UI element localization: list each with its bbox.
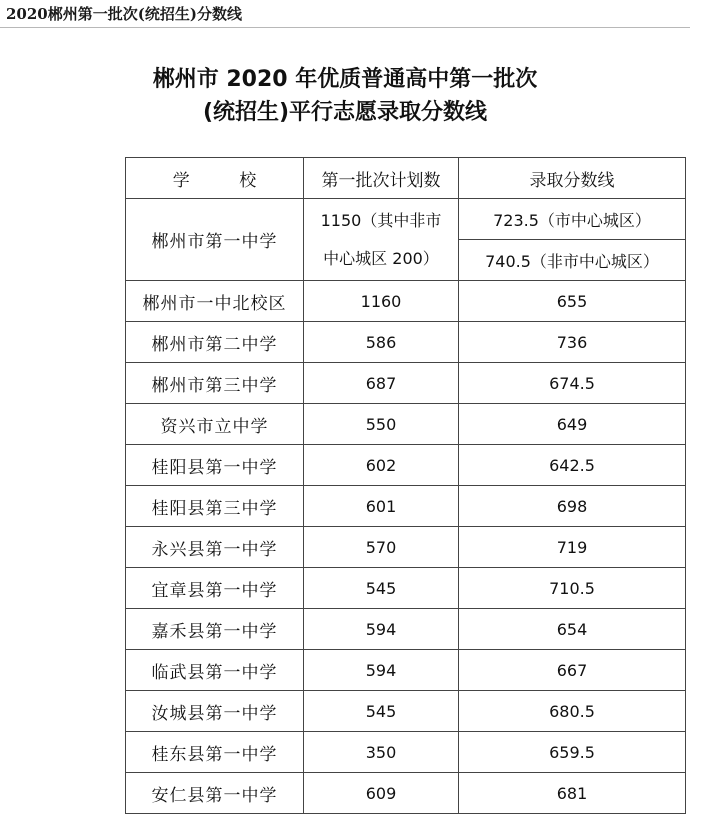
- article-title: 2020郴州第一批次(统招生)分数线: [6, 5, 242, 23]
- plan-line-1: 1150（其中非市: [320, 210, 442, 230]
- score-cell: 642.5: [459, 445, 686, 486]
- title-divider: [0, 27, 690, 28]
- document-heading-line-2: (统招生)平行志愿录取分数线: [202, 100, 488, 125]
- table-row: [126, 691, 686, 732]
- school-cell: 嘉禾县第一中学: [126, 609, 304, 650]
- plan-cell: 601: [304, 486, 459, 527]
- plan-cell: 550: [304, 404, 459, 445]
- score-cell: 659.5: [459, 732, 686, 773]
- score-cell: 719: [459, 527, 686, 568]
- plan-cell: 545: [304, 568, 459, 609]
- plan-cell: 1160: [304, 281, 459, 322]
- school-cell: 资兴市立中学: [126, 404, 304, 445]
- table-row: [126, 281, 686, 322]
- score-cell: 710.5: [459, 568, 686, 609]
- score-cell: 698: [459, 486, 686, 527]
- table-row: [126, 322, 686, 363]
- plan-cell: 545: [304, 691, 459, 732]
- school-cell: 郴州市第三中学: [126, 363, 304, 404]
- score-cell-city: 723.5（市中心城区）: [459, 199, 686, 240]
- score-cell: 649: [459, 404, 686, 445]
- plan-cell: 350: [304, 732, 459, 773]
- plan-cell: 687: [304, 363, 459, 404]
- school-cell: 宜章县第一中学: [126, 568, 304, 609]
- table-row: [126, 773, 686, 814]
- school-cell: 临武县第一中学: [126, 650, 304, 691]
- school-cell: 郴州市一中北校区: [126, 281, 304, 322]
- plan-cell: [304, 199, 459, 281]
- score-cell: 655: [459, 281, 686, 322]
- score-cell-noncity: 740.5（非市中心城区）: [459, 240, 686, 281]
- score-cell: 680.5: [459, 691, 686, 732]
- table-row: [126, 404, 686, 445]
- score-cell: 654: [459, 609, 686, 650]
- plan-cell: 609: [304, 773, 459, 814]
- table-row: [126, 445, 686, 486]
- score-cell: 667: [459, 650, 686, 691]
- school-cell: 郴州市第一中学: [126, 199, 304, 281]
- header-plan: 第一批次计划数: [304, 158, 459, 199]
- header-school: 学 校: [126, 158, 304, 199]
- plan-cell: 594: [304, 650, 459, 691]
- table-row: [126, 732, 686, 773]
- school-cell: 桂东县第一中学: [126, 732, 304, 773]
- score-cell: 674.5: [459, 363, 686, 404]
- table-row: [126, 486, 686, 527]
- plan-line-2: 中心城区 200）: [323, 248, 439, 268]
- table-row: [126, 650, 686, 691]
- plan-cell: 602: [304, 445, 459, 486]
- table-row: [126, 609, 686, 650]
- score-table: [125, 157, 686, 814]
- header-score: 录取分数线: [459, 158, 686, 199]
- table-row-first: [126, 199, 686, 240]
- table-row: [126, 363, 686, 404]
- school-cell: 永兴县第一中学: [126, 527, 304, 568]
- plan-cell: 594: [304, 609, 459, 650]
- document-heading-line-1: 郴州市 2020 年优质普通高中第一批次: [152, 67, 538, 92]
- plan-cell: 586: [304, 322, 459, 363]
- school-cell: 桂阳县第一中学: [126, 445, 304, 486]
- school-cell: 桂阳县第三中学: [126, 486, 304, 527]
- school-cell: 郴州市第二中学: [126, 322, 304, 363]
- table-row: [126, 527, 686, 568]
- table-header-row: [126, 158, 686, 199]
- plan-cell: 570: [304, 527, 459, 568]
- score-cell: 736: [459, 322, 686, 363]
- score-cell: 681: [459, 773, 686, 814]
- school-cell: 汝城县第一中学: [126, 691, 304, 732]
- table-row: [126, 568, 686, 609]
- school-cell: 安仁县第一中学: [126, 773, 304, 814]
